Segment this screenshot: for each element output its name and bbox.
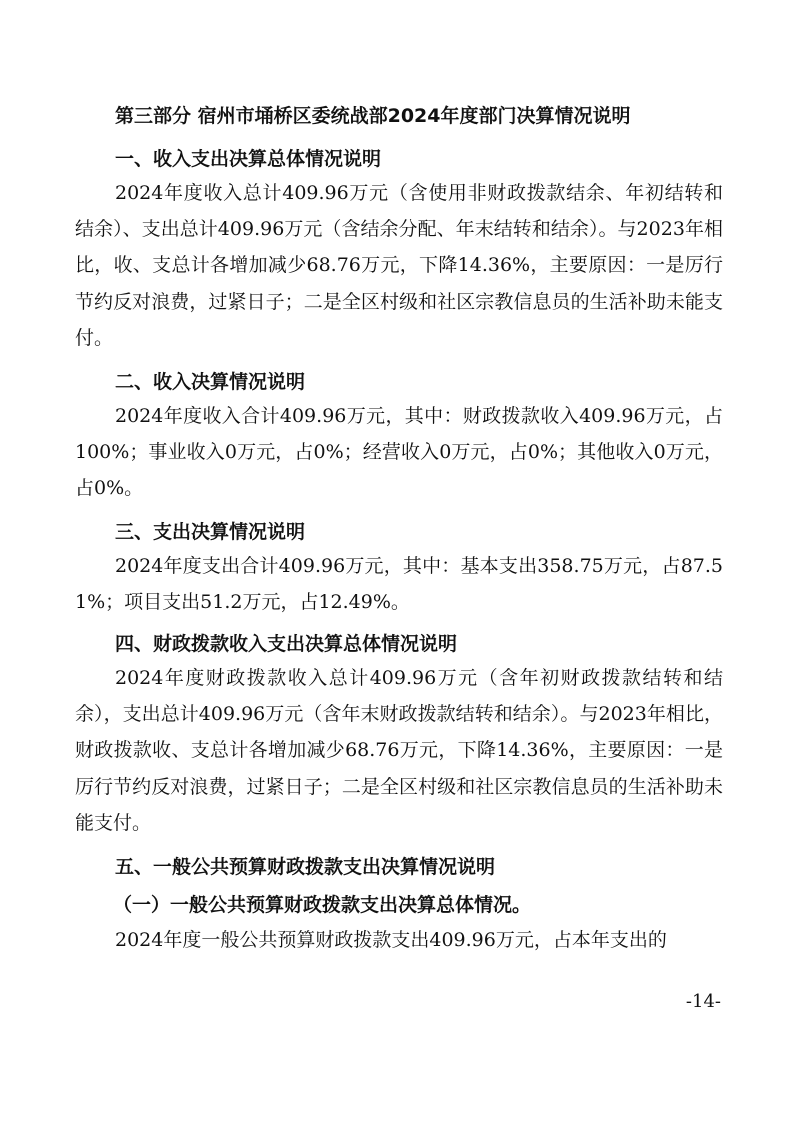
section-paragraph-4: 2024年度财政拨款收入总计409.96万元（含年初财政拨款结转和结余），支出总计409.96万元（含年末财政拨款结转和结余）。与2023年相比，财政拨款收、支总计各增加减少68.76万元，下降14.36%，主要原因：一是厉行节约反对浪费，过紧日子；二是全区村级和社区宗教信息员的生活补助未能支付。: [75, 667, 723, 834]
section-subheading-5-1: （一）一般公共预算财政拨款支出决算总体情况。: [113, 894, 532, 916]
document-title: 第三部分 宿州市埇桥区委统战部2024年度部门决算情况说明: [115, 105, 631, 127]
section-heading-2: 二、收入决算情况说明: [115, 371, 306, 393]
page-number: -14-: [685, 991, 721, 1012]
section-heading-4: 四、财政拨款收入支出决算总体情况说明: [115, 633, 458, 655]
section-heading-5: 五、一般公共预算财政拨款支出决算情况说明: [115, 856, 496, 878]
section-paragraph-3: 2024年度支出合计409.96万元，其中：基本支出358.75万元，占87.51%；项目支出51.2万元，占12.49%。: [75, 555, 723, 614]
section-heading-3: 三、支出决算情况说明: [115, 521, 306, 543]
section-paragraph-5: 2024年度一般公共预算财政拨款支出409.96万元，占本年支出的: [115, 929, 667, 951]
section-heading-1: 一、收入支出决算总体情况说明: [115, 148, 382, 170]
section-paragraph-1: 2024年度收入总计409.96万元（含使用非财政拨款结余、年初结转和结余）、支出总计409.96万元（含结余分配、年末结转和结余）。与2023年相比，收、支总计各增加减少68.76万元，下降14.36%，主要原因：一是厉行节约反对浪费，过紧日子；二是全区村级和社区宗教信息员的生活补助未能支付。: [75, 182, 723, 349]
section-paragraph-2: 2024年度收入合计409.96万元，其中：财政拨款收入409.96万元，占100%；事业收入0万元，占0%；经营收入0万元，占0%；其他收入0万元，占0%。: [75, 405, 723, 500]
